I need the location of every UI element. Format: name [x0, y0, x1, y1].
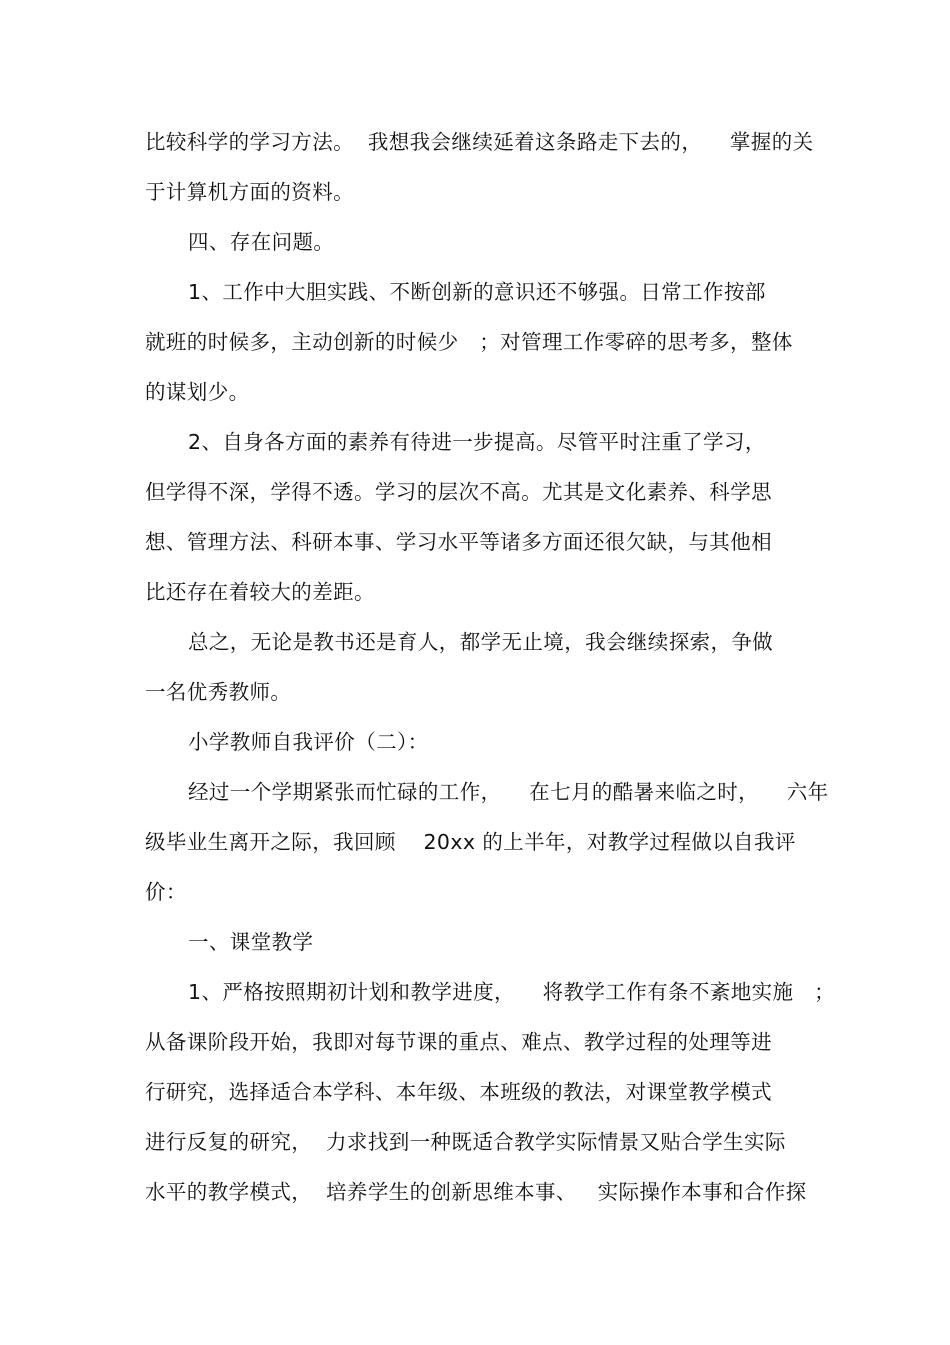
section-heading: 一、课堂教学 [188, 930, 314, 954]
section-heading: 四、存在问题。 [188, 230, 335, 254]
text-line: 比还存在着较大的差距。 [145, 580, 375, 604]
text-line: 经过一个学期紧张而忙碌的工作， 在七月的酷暑来临之时， 六年 [188, 780, 829, 804]
text-line: 1、工作中大胆实践、不断创新的意识还不够强。日常工作按部 [188, 280, 766, 304]
text-line: 2、自身各方面的素养有待进一步提高。尽管平时注重了学习， [188, 430, 766, 454]
text-line: 1、严格按照期初计划和教学进度， 将教学工作有条不紊地实施 ； [188, 980, 836, 1004]
text-line: 的谋划少。 [145, 380, 250, 404]
text-line: 但学得不深，学得不透。学习的层次不高。尤其是文化素养、科学思 [145, 480, 772, 504]
text-line: 比较科学的学习方法。 我想我会继续延着这条路走下去的， 掌握的关 [145, 130, 814, 154]
text-line: 进行反复的研究， 力求找到一种既适合教学实际情景又贴合学生实际 [145, 1130, 786, 1154]
text-line: 从备课阶段开始，我即对每节课的重点、难点、教学过程的处理等进 [145, 1030, 772, 1054]
text-line: 行研究，选择适合本学科、本年级、本班级的教法，对课堂教学模式 [145, 1080, 772, 1104]
text-line: 总之，无论是教书还是育人，都学无止境，我会继续探索，争做 [188, 630, 774, 654]
section-heading: 小学教师自我评价（二）： [188, 730, 429, 754]
text-line: 就班的时候多，主动创新的时候少 ；对管理工作零碎的思考多，整体 [145, 330, 793, 354]
text-line: 水平的教学模式， 培养学生的创新思维本事、 实际操作本事和合作探 [145, 1180, 807, 1204]
text-line: 级毕业生离开之际，我回顾 20xx 的上半年，对教学过程做以自我评 [145, 830, 796, 854]
text-line: 想、管理方法、科研本事、学习水平等诸多方面还很欠缺，与其他相 [145, 530, 772, 554]
text-line: 于计算机方面的资料。 [145, 180, 354, 204]
text-line: 价： [145, 880, 187, 904]
text-line: 一名优秀教师。 [145, 680, 292, 704]
